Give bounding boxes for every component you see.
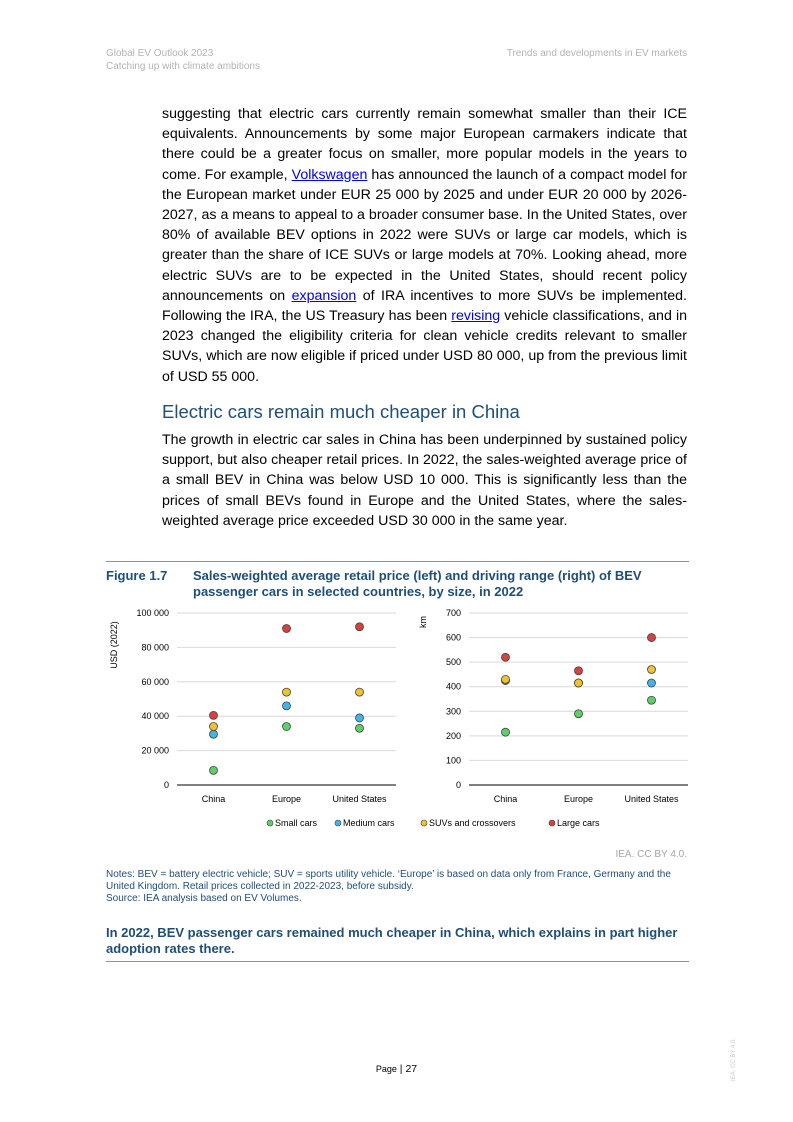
figure-title: Sales-weighted average retail price (left) and driving range (right) of BEV passenger cars in selected countries, by size, in 2022 — [193, 568, 642, 599]
data-point — [575, 667, 583, 675]
figure-charts — [100, 600, 693, 840]
data-point — [283, 702, 291, 710]
y-tick-label: 0 — [455, 780, 461, 790]
body-paragraph-1 — [162, 104, 687, 387]
paragraph-1-text-a: suggesting that electric cars currently remain somewhat smaller than their ICE equivalents. Announcements by some major European carmakers indicate that there could be a greater focus on smaller, more popular models in the years to come. For example, — [162, 106, 687, 183]
y-tick-label: 100 — [445, 755, 461, 766]
source-text: Source: IEA analysis based on EV Volumes. — [106, 893, 302, 904]
y-tick-label: 500 — [445, 657, 461, 668]
y-tick-label: 20 000 — [141, 745, 169, 756]
volkswagen-link[interactable]: Volkswagen — [291, 166, 368, 183]
y-tick-label: 0 — [163, 780, 169, 790]
price-chart — [109, 608, 396, 804]
y-axis-label: km — [418, 616, 428, 628]
legend-marker — [421, 820, 427, 826]
page-word: Page — [375, 1064, 397, 1074]
data-point — [356, 724, 364, 732]
revising-link[interactable]: revising — [451, 308, 501, 325]
x-tick-label: Europe — [271, 794, 302, 804]
notes-text: Notes: BEV = battery electric vehicle; SUV = sports utility vehicle. ‘Europe’ is based on data only from France, Germany and the United Kingdom. Retail prices collected in 2022-2023, before subsidy. — [106, 869, 671, 892]
side-license-stamp: IEA. CC BY 4.0. — [731, 1038, 737, 1081]
page-number-value: 27 — [405, 1063, 418, 1075]
y-tick-label: 200 — [445, 730, 461, 741]
data-point — [575, 710, 583, 718]
data-point — [210, 723, 218, 731]
y-tick-label: 40 000 — [141, 711, 169, 722]
x-tick-label: China — [493, 794, 518, 804]
x-tick-label: United States — [332, 794, 387, 804]
legend-marker — [267, 820, 273, 826]
body-paragraph-2 — [162, 430, 687, 531]
chart-legend — [267, 818, 600, 828]
paragraph-1-text-b: has announced the launch of a compact model for the European market under EUR 25 000 by 2025 and under EUR 20 000 by 2026-2027, as a means to appeal to a broader consumer base. In the United States, over 80% of available BEV options in 2022 were SUVs or large car models, which is greater than the share of ICE SUVs or large models at 70%. Looking ahead, more electric SUVs are to be expected in the United States, should recent policy announcements on — [162, 166, 687, 304]
data-point — [283, 723, 291, 731]
paragraph-1-text-c: of IRA incentives to more SUVs be implemented. Following the IRA, the US Treasury has been — [162, 287, 687, 325]
expansion-link[interactable]: expansion — [291, 287, 357, 304]
data-point — [283, 688, 291, 696]
figure-notes — [106, 869, 689, 905]
legend-label: Small cars — [275, 818, 318, 828]
data-point — [283, 624, 291, 632]
legend-label: SUVs and crossovers — [429, 818, 516, 828]
report-subtitle: Catching up with climate ambitions — [106, 61, 260, 72]
paragraph-2-text: The growth in electric car sales in China has been underpinned by sustained policy support, but also cheaper retail prices. In 2022, the sales-weighted average price of a small BEV in China was below USD 10 000. This is significantly less than the prices of small BEVs found in Europe and the United States, where the sales-weighted average price exceeded USD 30 000 in the same year. — [162, 432, 687, 529]
x-tick-label: Europe — [563, 794, 594, 804]
x-tick-label: China — [201, 794, 226, 804]
data-point — [210, 711, 218, 719]
y-tick-label: 80 000 — [141, 642, 169, 653]
data-point — [648, 666, 656, 674]
y-tick-label: 400 — [445, 681, 461, 692]
y-tick-label: 700 — [445, 608, 461, 618]
data-point — [356, 688, 364, 696]
data-point — [502, 728, 510, 736]
x-tick-label: United States — [624, 794, 679, 804]
figure-credit: IEA. CC BY 4.0. — [615, 849, 687, 860]
y-tick-label: 60 000 — [141, 676, 169, 687]
section-heading: Electric cars remain much cheaper in China — [162, 401, 520, 422]
y-tick-label: 300 — [445, 706, 461, 717]
legend-label: Large cars — [557, 818, 600, 828]
data-point — [502, 675, 510, 683]
legend-marker — [549, 820, 555, 826]
running-header-right: Trends and developments in EV markets — [506, 48, 687, 59]
legend-label: Medium cars — [343, 818, 395, 828]
y-tick-label: 100 000 — [136, 608, 169, 618]
data-point — [648, 634, 656, 642]
figure-takeaway: In 2022, BEV passenger cars remained much cheaper in China, which explains in part higher adoption rates there. — [106, 925, 678, 956]
data-point — [648, 679, 656, 687]
range-chart — [418, 608, 688, 804]
running-header-left — [106, 47, 260, 73]
y-axis-label: USD (2022) — [109, 621, 119, 669]
figure-bottom-rule — [106, 961, 689, 962]
y-tick-label: 600 — [445, 632, 461, 643]
figure-label: Figure 1.7 — [106, 568, 168, 583]
data-point — [575, 679, 583, 687]
data-point — [648, 696, 656, 704]
data-point — [502, 653, 510, 661]
figure-top-rule — [106, 561, 689, 562]
data-point — [210, 766, 218, 774]
legend-marker — [335, 820, 341, 826]
page-separator: | — [396, 1063, 406, 1075]
data-point — [356, 623, 364, 631]
data-point — [210, 730, 218, 738]
page-number — [0, 1063, 793, 1075]
data-point — [356, 714, 364, 722]
paragraph-1-text-d: vehicle classifications, and in 2023 changed the eligibility criteria for clean vehicle credits relevant to smaller SUVs, which are now eligible if priced under USD 80 000, up from the previous limit of USD 55 000. — [162, 308, 687, 385]
report-title: Global EV Outlook 2023 — [106, 48, 214, 59]
